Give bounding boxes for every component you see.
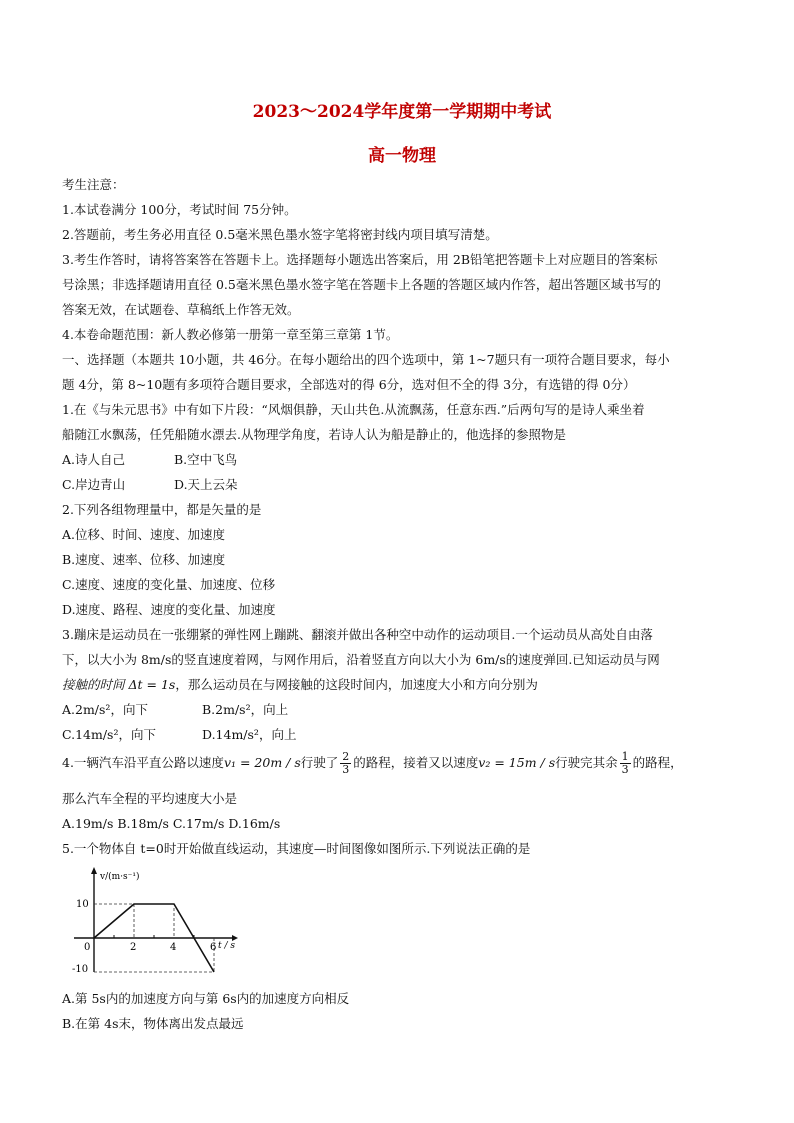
y-axis-arrow <box>91 867 97 874</box>
notice-item: 4.本卷命题范围：新人教必修第一册第一章至第三章第 1节。 <box>62 327 399 342</box>
question-3-options-row2 <box>62 726 742 744</box>
notice-item: 号涂黑；非选择题请用直径 0.5毫米黑色墨水签字笔在答题卡上各题的答题区域内作答，超出答题区域书写的 <box>62 277 661 292</box>
question-1-stem-cont: 船随江水飘荡，任凭船随水漂去.从物理学角度，若诗人认为船是静止的，他选择的参照物是 <box>62 427 566 442</box>
question-1-options-row1 <box>62 451 742 469</box>
option-d: D.速度、路程、速度的变化量、加速度 <box>62 602 276 617</box>
question-2-stem: 2.下列各组物理量中，都是矢量的是 <box>62 502 262 517</box>
fraction-two-thirds: $\frac{2}{3}$ <box>342 750 350 776</box>
section-heading: 一、选择题（本题共 10小题，共 46分。在每小题给出的四个选项中，第 1~7题只有一项符合题目要求，每小 <box>62 352 670 367</box>
question-4-stem <box>62 748 742 778</box>
y-tick-label-10: 10 <box>76 899 89 910</box>
question-3-stem-cont <box>62 676 742 694</box>
delta-t-formula: 接触的时间 Δt = 1s <box>62 677 176 692</box>
x-axis-label: t / s <box>218 941 235 951</box>
q4-text: 的路程， <box>632 755 683 770</box>
option-a: A.2m/s²，向下 <box>62 702 148 717</box>
section-heading-cont: 题 4分，第 8~10题有多项符合题目要求，全部选对的得 6分，选对但不全的得 3分，有选错的得 0分） <box>62 377 636 392</box>
v2-formula: v₂ = 15m / s <box>478 755 556 770</box>
question-3-stem-cont: 下，以大小为 8m/s的竖直速度着网，与网作用后，沿着竖直方向以大小为 6m/s的速度弹回.已知运动员与网 <box>62 652 660 667</box>
y-axis-label: v/(m·s⁻¹) <box>100 872 140 882</box>
question-5-stem: 5.一个物体自 t=0时开始做直线运动，其速度—时间图像如图所示.下列说法正确的是 <box>62 841 531 856</box>
question-3-options-row1 <box>62 701 742 719</box>
notice-item: 答案无效，在试题卷、草稿纸上作答无效。 <box>62 302 300 317</box>
x-tick-label-2: 2 <box>130 942 137 953</box>
q4-text: 的路程，接着又以速度 <box>353 755 479 770</box>
option-d: D.14m/s²，向上 <box>202 727 297 742</box>
option-a: A.位移、时间、速度、加速度 <box>62 527 226 542</box>
notice-item: 3.考生作答时，请将答案答在答题卡上。选择题每小题选出答案后，用 2B铅笔把答题卡上对应题目的答案标 <box>62 252 658 267</box>
option-d: D.天上云朵 <box>174 477 238 492</box>
question-4-stem-cont: 那么汽车全程的平均速度大小是 <box>62 791 238 806</box>
option-b: B.在第 4s末，物体离出发点最远 <box>62 1016 244 1031</box>
notice-item: 2.答题前，考生务必用直径 0.5毫米黑色墨水签字笔将密封线内项目填写清楚。 <box>62 227 498 242</box>
page-title: 2023～2024学年度第一学期期中考试 <box>252 102 552 122</box>
option-c: C.岸边青山 <box>62 477 126 492</box>
question-3-text: ，那么运动员在与网接触的这段时间内，加速度大小和方向分别为 <box>175 677 538 692</box>
q4-text: 行驶了 <box>300 755 339 770</box>
question-1-stem: 1.在《与朱元思书》中有如下片段：“风烟俱静，天山共色.从流飘荡，任意东西.”后两句写的是诗人乘坐着 <box>62 402 645 417</box>
option-c: C.速度、速度的变化量、加速度、位移 <box>62 577 276 592</box>
x-tick-label-6: 6 <box>210 942 217 953</box>
option-b: B.2m/s²，向上 <box>202 702 289 717</box>
option-b: B.速度、速率、位移、加速度 <box>62 552 226 567</box>
question-1-options-row2 <box>62 476 742 494</box>
page-subtitle: 高一物理 <box>368 146 436 166</box>
v1-formula: v₁ = 20m / s <box>223 755 301 770</box>
fraction-one-third: $\frac{1}{3}$ <box>621 750 629 776</box>
question-4-options: A.19m/s B.18m/s C.17m/s D.16m/s <box>62 816 281 831</box>
option-c: C.14m/s²，向下 <box>62 727 156 742</box>
option-a: A.诗人自己 <box>62 452 126 467</box>
question-3-stem: 3.蹦床是运动员在一张绷紧的弹性网上蹦跳、翻滚并做出各种空中动作的运动项目.一个运动员从高处自由落 <box>62 627 653 642</box>
option-a: A.第 5s内的加速度方向与第 6s内的加速度方向相反 <box>62 991 350 1006</box>
notice-item: 1.本试卷满分 100分，考试时间 75分钟。 <box>62 202 297 217</box>
option-b: B.空中飞鸟 <box>174 452 238 467</box>
q4-text: 行驶完其余 <box>555 755 618 770</box>
notice-heading: 考生注意： <box>62 177 125 192</box>
y-tick-label-neg10: -10 <box>72 964 89 975</box>
x-tick-label-0: 0 <box>84 942 91 953</box>
x-tick-label-4: 4 <box>170 942 177 953</box>
velocity-time-graph <box>70 866 240 976</box>
q4-text: 4.一辆汽车沿平直公路以速度 <box>62 755 224 770</box>
